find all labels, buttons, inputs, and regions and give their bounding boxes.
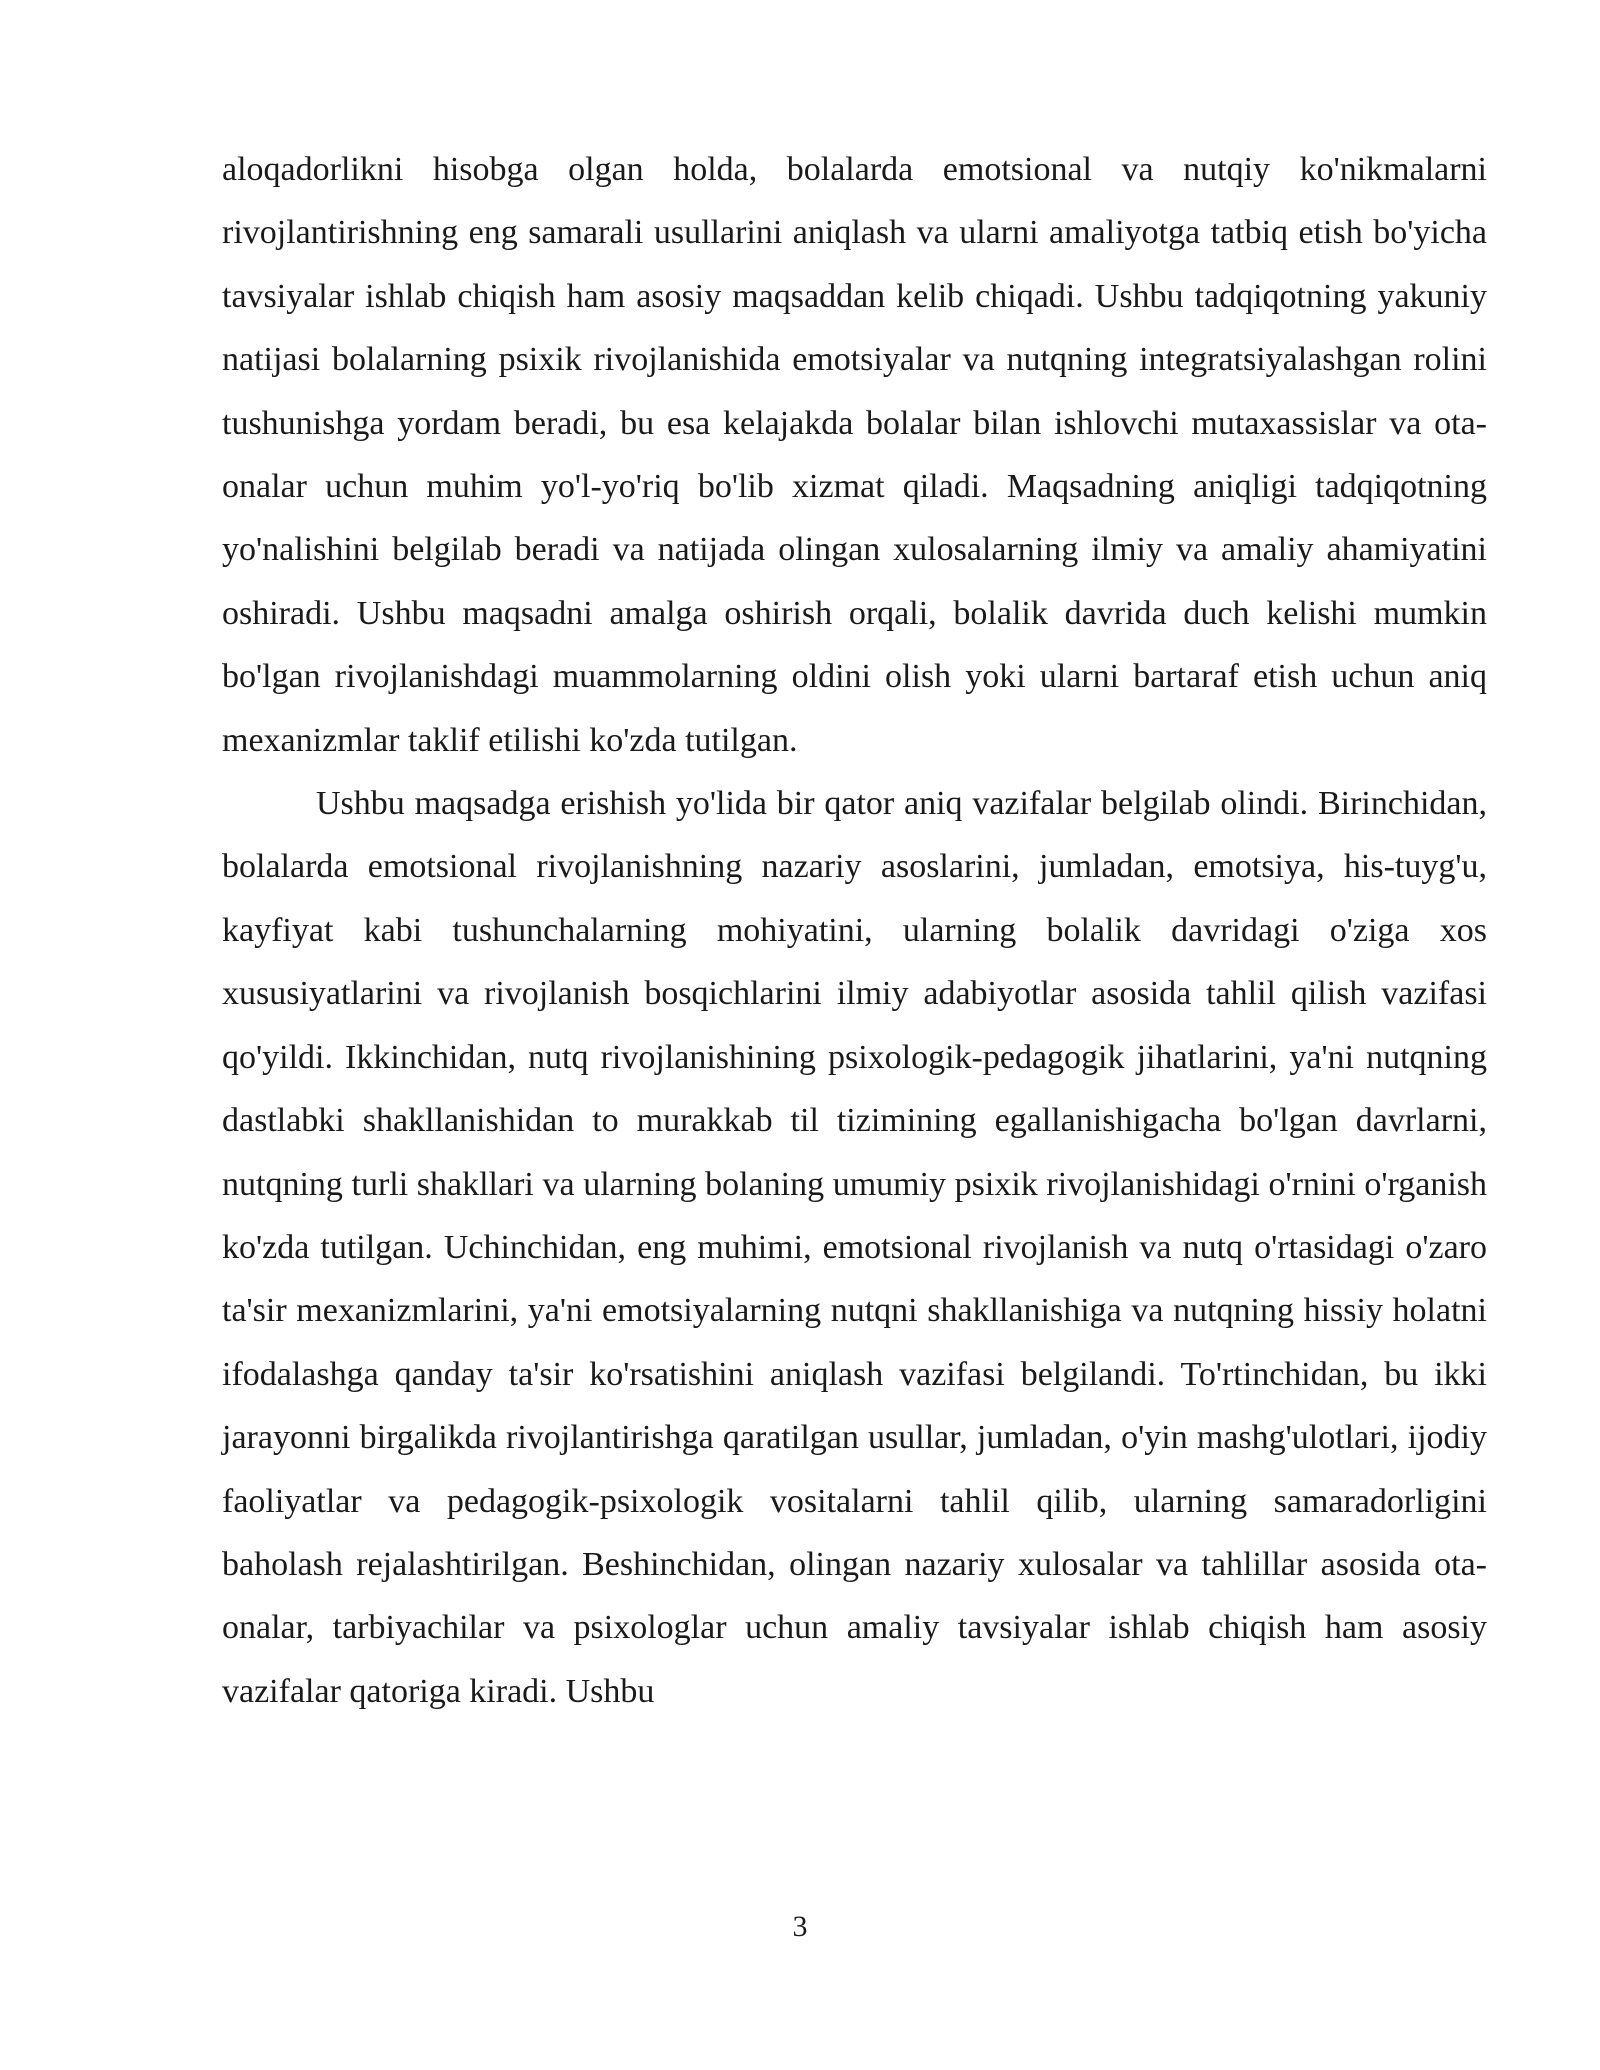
paragraph-1: aloqadorlikni hisobga olgan holda, bolalarda emotsional va nutqiy ko'nikmalarni rivojlantirishning eng samarali usullarini aniqlash va ularni amaliyotga tatbiq etish bo'yicha tavsiyalar ishlab chiqish ham asosiy maqsaddan kelib chiqadi. Ushbu tadqiqotning yakuniy natijasi bolalarning psixik rivojlanishida emotsiyalar va nutqning integratsiyalashgan rolini tushunishga yordam beradi, bu esa kelajakda bolalar bilan ishlovchi mutaxassislar va ota-onalar uchun muhim yo'l-yo'riq bo'lib xizmat qiladi. Maqsadning aniqligi tadqiqotning yo'nalishini belgilab beradi va natijada olingan xulosalarning ilmiy va amaliy ahamiyatini oshiradi. Ushbu maqsadni amalga oshirish orqali, bolalik davrida duch kelishi mumkin bo'lgan rivojlanishdagi muammolarning oldini olish yoki ularni bartaraf etish uchun aniq mexanizmlar taklif etilishi ko'zda tutilgan. xyxy=(222,151,1487,759)
page-number: 3 xyxy=(792,1910,808,1943)
paragraph-2: Ushbu maqsadga erishish yo'lida bir qator aniq vazifalar belgilab olindi. Birinchidan, bolalarda emotsional rivojlanishning nazariy asoslarini, jumladan, emotsiya, his-tuyg'u, kayfiyat kabi tushunchalarning mohiyatini, ularning bolalik davridagi o'ziga xos xususiyatlarini va rivojlanish bosqichlarini ilmiy adabiyotlar asosida tahlil qilish vazifasi qo'yildi. Ikkinchidan, nutq rivojlanishining psixologik-pedagogik jihatlarini, ya'ni nutqning dastlabki shakllanishidan to murakkab til tizimining egallanishigacha bo'lgan davrlarni, nutqning turli shakllari va ularning bolaning umumiy psixik rivojlanishidagi o'rnini o'rganish ko'zda tutilgan. Uchinchidan, eng muhimi, emotsional rivojlanish va nutq o'rtasidagi o'zaro ta'sir mexanizmlarini, ya'ni emotsiyalarning nutqni shakllanishiga va nutqning hissiy holatni ifodalashga qanday ta'sir ko'rsatishini aniqlash vazifasi belgilandi. To'rtinchidan, bu ikki jarayonni birgalikda rivojlantirishga qaratilgan usullar, jumladan, o'yin mashg'ulotlari, ijodiy faoliyatlar va pedagogik-psixologik vositalarni tahlil qilib, ularning samaradorligini baholash rejalashtirilgan. Beshinchidan, olingan nazariy xulosalar va tahlillar asosida ota-onalar, tarbiyachilar va psixologlar uchun amaliy tavsiyalar ishlab chiqish ham asosiy vazifalar qatoriga kiradi. Ushbu xyxy=(222,785,1487,1710)
document-body xyxy=(222,138,1487,1723)
